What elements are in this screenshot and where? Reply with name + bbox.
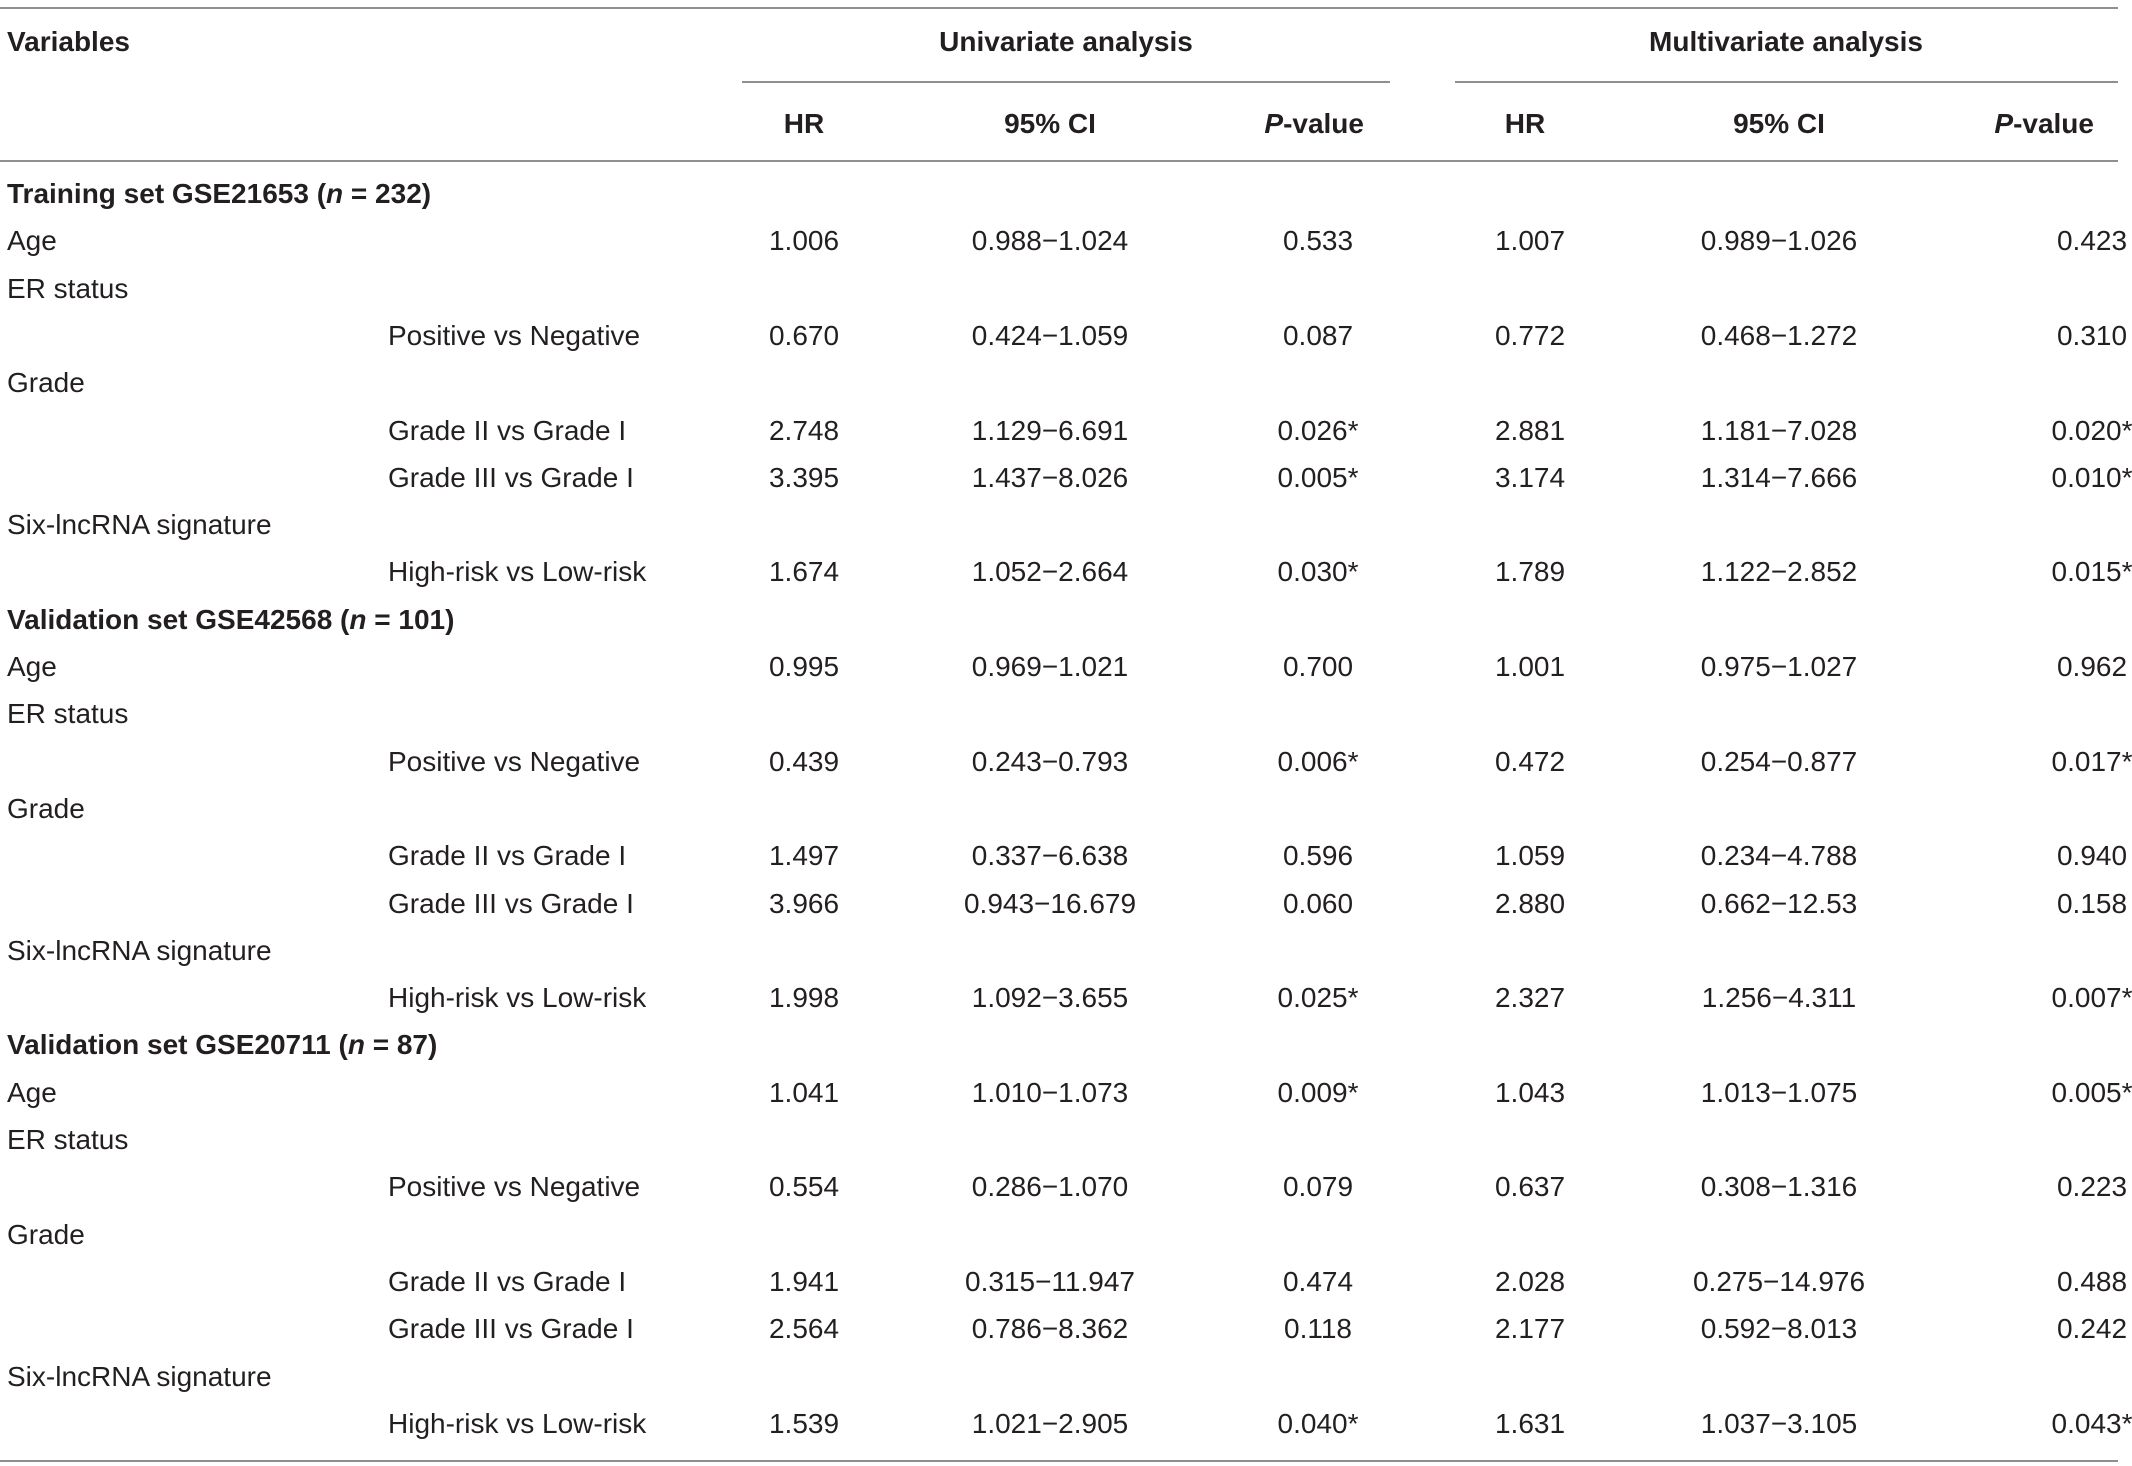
univariate-ci-cell: 0.337−6.638 <box>971 840 1129 871</box>
variable-label: Six-lncRNA signature <box>7 1361 272 1392</box>
variable-label: Grade <box>7 1219 85 1250</box>
subgroup-label: Grade II vs Grade I <box>388 1266 627 1297</box>
univariate-ci-cell: 1.021−2.905 <box>971 1408 1129 1439</box>
variable-label: Grade <box>7 367 85 398</box>
univariate-hr-cell: 0.670 <box>768 320 840 351</box>
univariate-ci-cell: 0.988−1.024 <box>971 225 1129 256</box>
multivariate-pvalue-cell: 0.488 <box>2056 1266 2128 1297</box>
multivariate-hr-cell: 2.327 <box>1494 982 1566 1013</box>
multivariate-pvalue-cell: 0.017* <box>2051 746 2132 777</box>
univariate-hr-cell: 1.497 <box>768 840 840 871</box>
subgroup-label: Grade III vs Grade I <box>388 888 634 919</box>
variable-label: ER status <box>7 1124 129 1155</box>
multivariate-pvalue-cell: 0.940 <box>2056 840 2128 871</box>
univariate-pvalue-cell: 0.026* <box>1277 415 1359 446</box>
variable-label: Grade <box>7 793 85 824</box>
multivariate-pvalue-cell: 0.962 <box>2056 651 2128 682</box>
univariate-hr-cell: 1.998 <box>768 982 840 1013</box>
univariate-pvalue-cell: 0.079 <box>1282 1171 1354 1202</box>
univariate-pvalue-cell: 0.005* <box>1277 462 1359 493</box>
univariate-ci-cell: 1.092−3.655 <box>971 982 1129 1013</box>
variable-label: Six-lncRNA signature <box>7 509 272 540</box>
univariate-pvalue-cell: 0.025* <box>1277 982 1359 1013</box>
multivariate-hr-cell: 2.177 <box>1494 1313 1566 1344</box>
univariate-pvalue-cell: 0.009* <box>1277 1077 1359 1108</box>
multivariate-ci-cell: 0.234−4.788 <box>1700 840 1858 871</box>
univariate-ci-cell: 0.424−1.059 <box>971 320 1129 351</box>
subgroup-label: Positive vs Negative <box>388 746 641 777</box>
multivariate-pvalue-cell: 0.242 <box>2056 1313 2128 1344</box>
header-univariate-hr: HR <box>783 108 825 139</box>
univariate-pvalue-cell: 0.030* <box>1277 556 1359 587</box>
univariate-hr-cell: 0.439 <box>768 746 840 777</box>
univariate-pvalue-cell: 0.087 <box>1282 320 1354 351</box>
multivariate-pvalue-cell: 0.005* <box>2051 1077 2132 1108</box>
variable-label: Age <box>7 225 57 256</box>
multivariate-hr-cell: 1.059 <box>1494 840 1566 871</box>
top-rule <box>0 7 2118 9</box>
multivariate-hr-cell: 1.631 <box>1494 1408 1566 1439</box>
univariate-hr-cell: 1.539 <box>768 1408 840 1439</box>
univariate-ci-cell: 1.129−6.691 <box>971 415 1129 446</box>
header-bottom-rule <box>0 160 2118 162</box>
variable-label: Age <box>7 651 57 682</box>
subgroup-label: Positive vs Negative <box>388 320 641 351</box>
multivariate-ci-cell: 1.314−7.666 <box>1700 462 1858 493</box>
multivariate-ci-cell: 1.037−3.105 <box>1700 1408 1858 1439</box>
univariate-ci-cell: 0.315−11.947 <box>965 1266 1135 1297</box>
variable-label: Six-lncRNA signature <box>7 935 272 966</box>
subgroup-label: Grade III vs Grade I <box>388 462 634 493</box>
subgroup-label: Grade III vs Grade I <box>388 1313 634 1344</box>
subgroup-label: High-risk vs Low-risk <box>388 1408 647 1439</box>
multivariate-hr-cell: 1.001 <box>1494 651 1566 682</box>
univariate-hr-cell: 1.674 <box>768 556 840 587</box>
univariate-ci-cell: 1.010−1.073 <box>971 1077 1129 1108</box>
header-univariate: Univariate analysis <box>939 26 1193 57</box>
multivariate-underline <box>1455 81 2118 83</box>
header-variables: Variables <box>7 26 130 57</box>
header-multivariate-pvalue <box>1994 100 2094 147</box>
univariate-hr-cell: 2.564 <box>768 1313 840 1344</box>
multivariate-pvalue-cell: 0.223 <box>2056 1171 2128 1202</box>
section-title-part: n <box>349 604 367 635</box>
section-title-part: Validation set GSE42568 ( <box>7 604 350 635</box>
univariate-ci-cell: 0.243−0.793 <box>971 746 1129 777</box>
p-letter: P <box>1994 108 2014 139</box>
multivariate-ci-cell: 1.013−1.075 <box>1700 1077 1858 1108</box>
multivariate-ci-cell: 1.181−7.028 <box>1700 415 1858 446</box>
multivariate-ci-cell: 0.275−14.976 <box>1692 1266 1866 1297</box>
multivariate-hr-cell: 2.028 <box>1494 1266 1566 1297</box>
univariate-hr-cell: 1.941 <box>768 1266 840 1297</box>
univariate-hr-cell: 3.395 <box>768 462 840 493</box>
multivariate-pvalue-cell: 0.158 <box>2056 888 2128 919</box>
section-title-part: n <box>347 1029 365 1060</box>
multivariate-pvalue-cell: 0.010* <box>2051 462 2132 493</box>
multivariate-hr-cell: 0.637 <box>1494 1171 1566 1202</box>
header-multivariate: Multivariate analysis <box>1649 26 1923 57</box>
variable-label: Age <box>7 1077 57 1108</box>
univariate-ci-cell: 1.437−8.026 <box>971 462 1129 493</box>
multivariate-pvalue-cell: 0.020* <box>2051 415 2132 446</box>
variable-label: ER status <box>7 273 129 304</box>
section-title-part: = 87) <box>364 1029 438 1060</box>
univariate-pvalue-cell: 0.040* <box>1277 1408 1359 1439</box>
univariate-ci-cell: 1.052−2.664 <box>971 556 1129 587</box>
multivariate-ci-cell: 0.975−1.027 <box>1700 651 1858 682</box>
univariate-pvalue-cell: 0.474 <box>1282 1266 1354 1297</box>
subgroup-label: High-risk vs Low-risk <box>388 982 647 1013</box>
p-suffix: -value <box>2013 108 2094 139</box>
univariate-ci-cell: 0.786−8.362 <box>971 1313 1129 1344</box>
section-title <box>7 170 431 217</box>
univariate-hr-cell: 0.995 <box>768 651 840 682</box>
section-title-part: n <box>326 178 344 209</box>
multivariate-hr-cell: 2.881 <box>1494 415 1566 446</box>
multivariate-ci-cell: 0.989−1.026 <box>1700 225 1858 256</box>
univariate-ci-cell: 0.943−16.679 <box>963 888 1137 919</box>
section-title-part: = 101) <box>366 604 455 635</box>
p-suffix: -value <box>1283 108 1364 139</box>
univariate-pvalue-cell: 0.118 <box>1284 1313 1352 1344</box>
multivariate-ci-cell: 0.254−0.877 <box>1700 746 1858 777</box>
multivariate-pvalue-cell: 0.007* <box>2051 982 2132 1013</box>
multivariate-ci-cell: 1.256−4.311 <box>1701 982 1857 1013</box>
section-title <box>7 596 454 643</box>
univariate-hr-cell: 2.748 <box>768 415 840 446</box>
header-univariate-pvalue <box>1264 100 1364 147</box>
multivariate-ci-cell: 0.308−1.316 <box>1700 1171 1858 1202</box>
multivariate-hr-cell: 0.472 <box>1494 746 1566 777</box>
univariate-ci-cell: 0.969−1.021 <box>971 651 1129 682</box>
univariate-pvalue-cell: 0.596 <box>1282 840 1354 871</box>
multivariate-hr-cell: 1.789 <box>1494 556 1566 587</box>
p-letter: P <box>1264 108 1284 139</box>
univariate-hr-cell: 3.966 <box>768 888 840 919</box>
section-title-part: Training set GSE21653 ( <box>7 178 327 209</box>
univariate-hr-cell: 1.006 <box>768 225 840 256</box>
section-title-part: Validation set GSE20711 ( <box>7 1029 348 1060</box>
subgroup-label: High-risk vs Low-risk <box>388 556 647 587</box>
univariate-pvalue-cell: 0.060 <box>1282 888 1354 919</box>
multivariate-hr-cell: 0.772 <box>1494 320 1566 351</box>
subgroup-label: Grade II vs Grade I <box>388 415 627 446</box>
subgroup-label: Positive vs Negative <box>388 1171 641 1202</box>
header-multivariate-ci: 95% CI <box>1733 108 1825 139</box>
multivariate-ci-cell: 0.662−12.53 <box>1700 888 1858 919</box>
multivariate-pvalue-cell: 0.423 <box>2056 225 2128 256</box>
univariate-pvalue-cell: 0.700 <box>1282 651 1354 682</box>
section-title-part: = 232) <box>343 178 432 209</box>
univariate-hr-cell: 1.041 <box>768 1077 840 1108</box>
multivariate-hr-cell: 2.880 <box>1494 888 1566 919</box>
header-univariate-ci: 95% CI <box>1004 108 1096 139</box>
univariate-underline <box>742 81 1390 83</box>
multivariate-ci-cell: 0.592−8.013 <box>1700 1313 1858 1344</box>
multivariate-ci-cell: 1.122−2.852 <box>1700 556 1858 587</box>
section-title <box>7 1021 437 1068</box>
univariate-pvalue-cell: 0.533 <box>1282 225 1354 256</box>
multivariate-hr-cell: 1.007 <box>1494 225 1566 256</box>
multivariate-pvalue-cell: 0.015* <box>2051 556 2132 587</box>
multivariate-pvalue-cell: 0.043* <box>2051 1408 2132 1439</box>
multivariate-pvalue-cell: 0.310 <box>2056 320 2128 351</box>
variable-label: ER status <box>7 698 129 729</box>
univariate-ci-cell: 0.286−1.070 <box>971 1171 1129 1202</box>
bottom-rule <box>0 1460 2118 1462</box>
multivariate-hr-cell: 3.174 <box>1494 462 1566 493</box>
header-multivariate-hr: HR <box>1504 108 1546 139</box>
univariate-pvalue-cell: 0.006* <box>1277 746 1359 777</box>
multivariate-hr-cell: 1.043 <box>1494 1077 1566 1108</box>
multivariate-ci-cell: 0.468−1.272 <box>1700 320 1858 351</box>
subgroup-label: Grade II vs Grade I <box>388 840 627 871</box>
univariate-hr-cell: 0.554 <box>768 1171 840 1202</box>
